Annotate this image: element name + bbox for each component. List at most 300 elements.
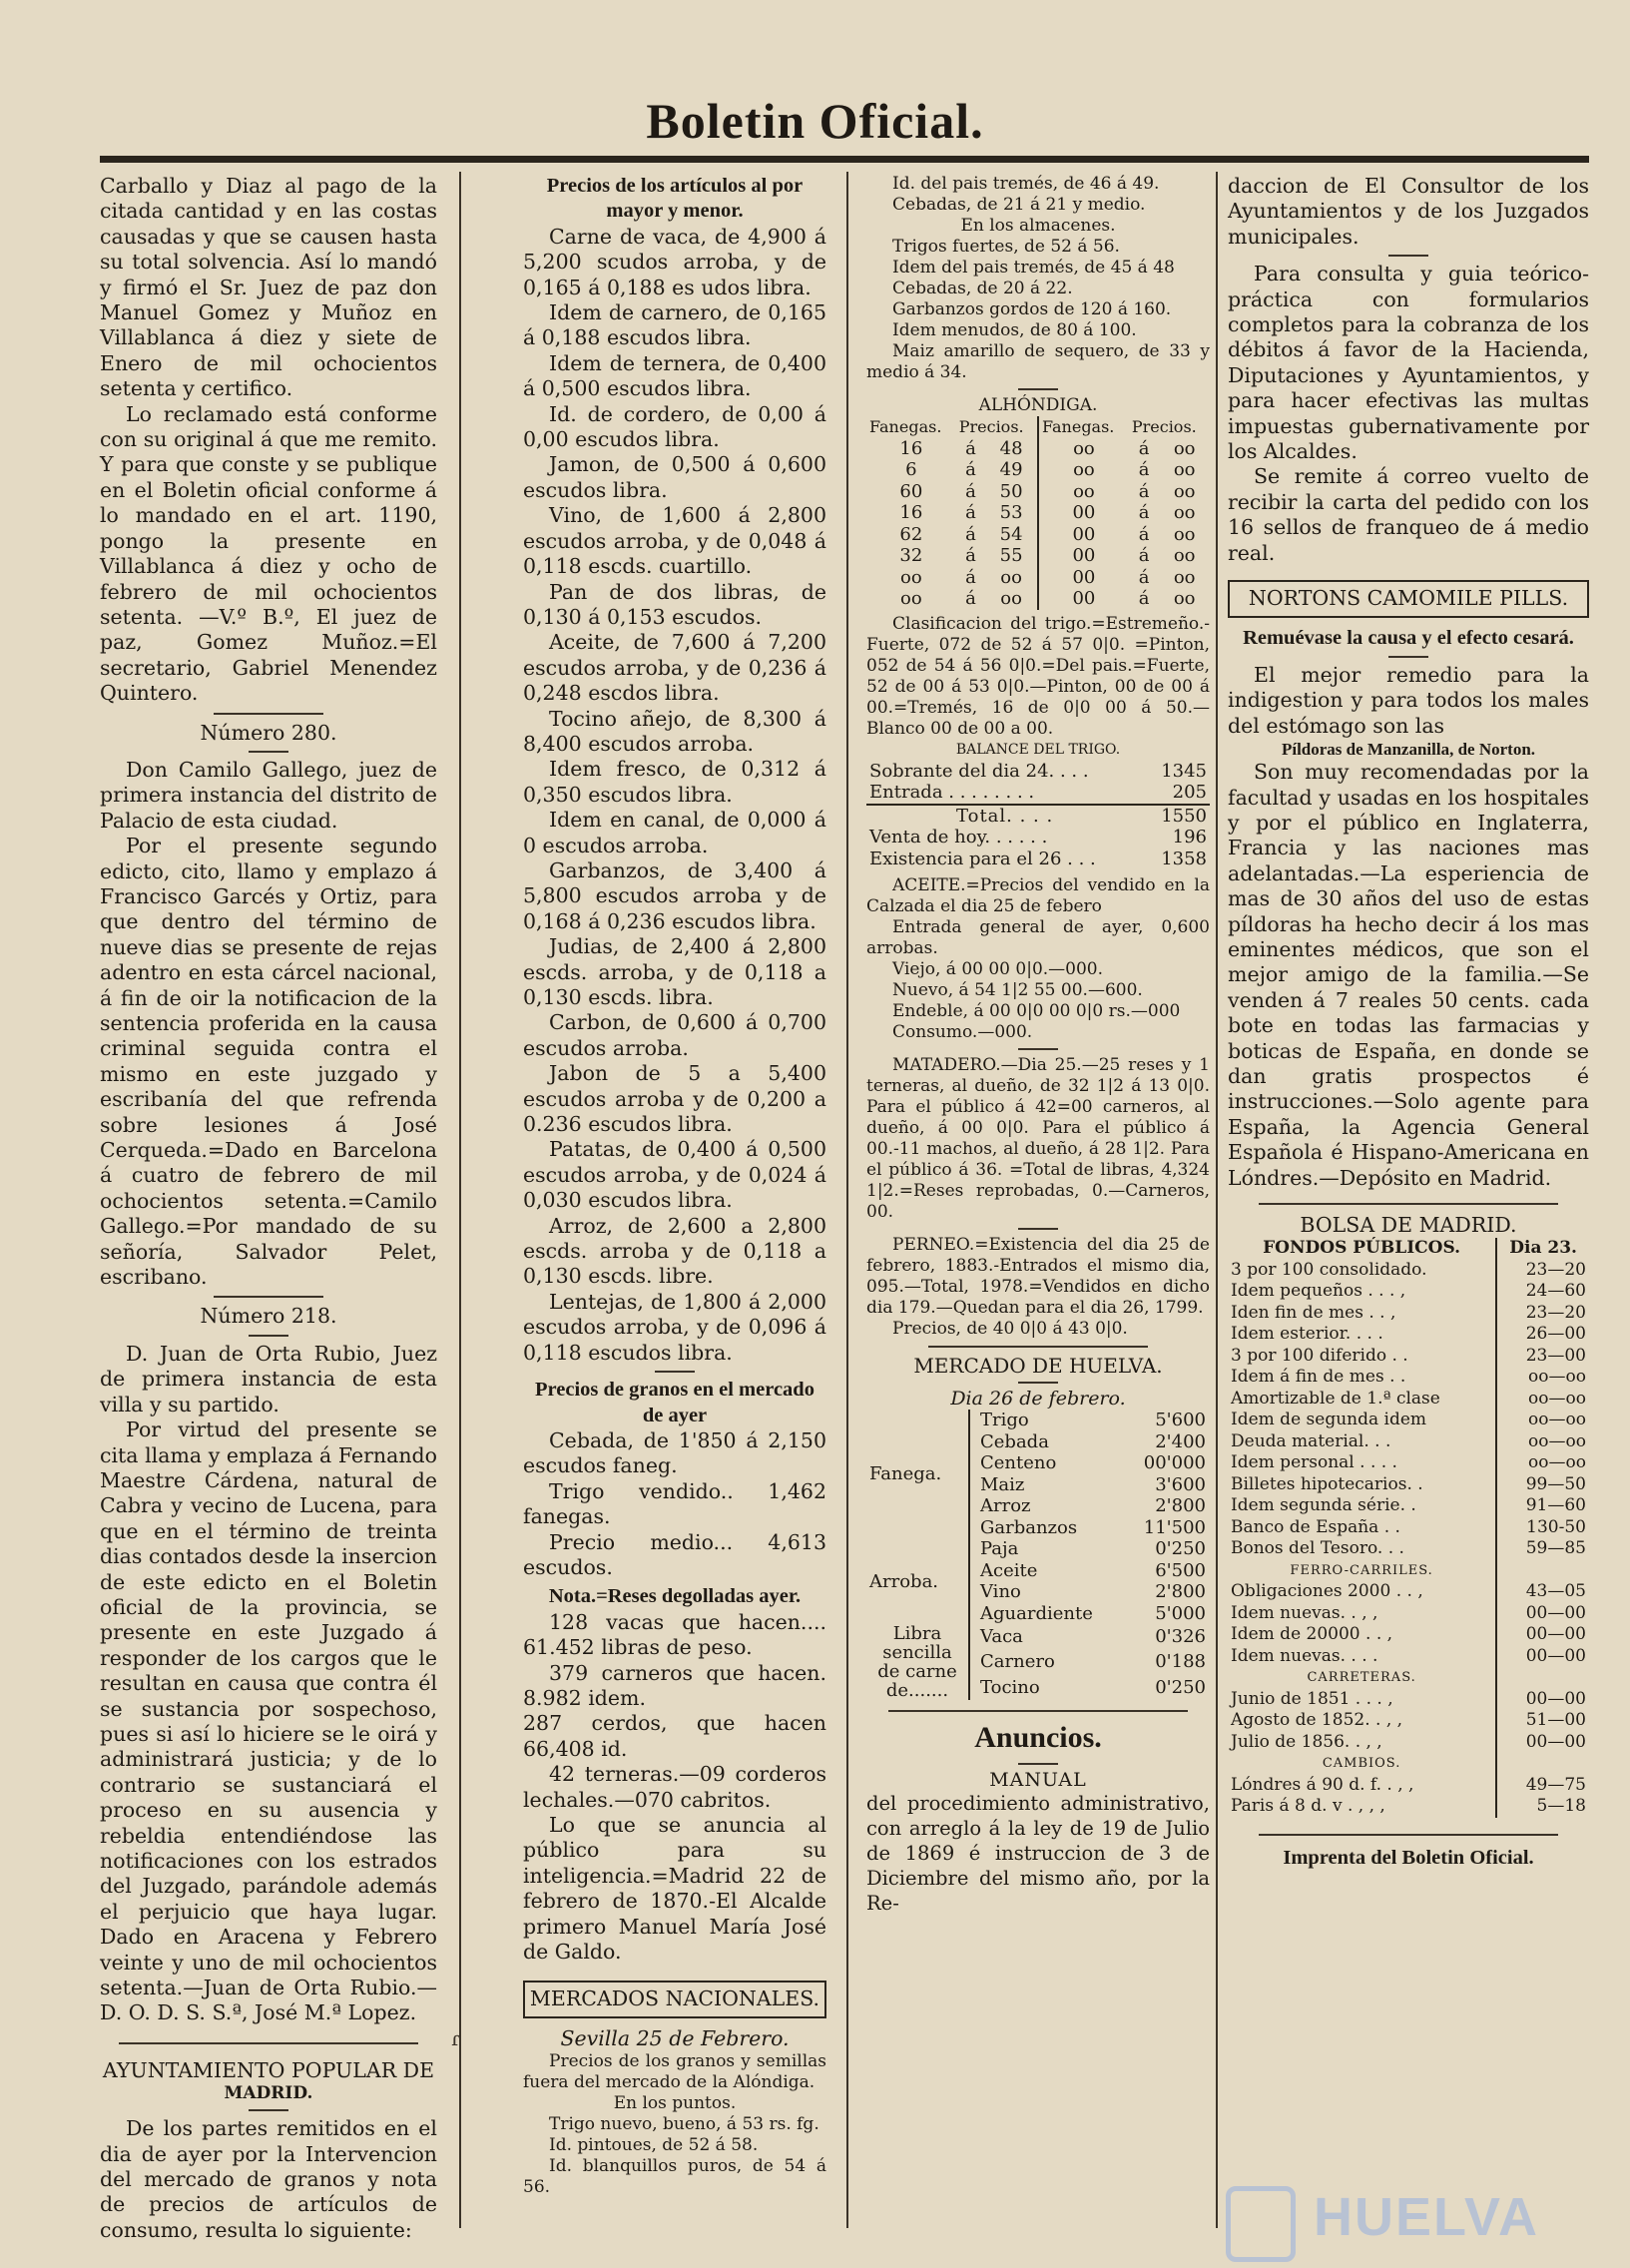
paragraph: D. Juan de Orta Rubio, Juez de primera instancia de esta villa y su partido. xyxy=(100,1341,437,1417)
group-label: Arroba. xyxy=(866,1538,969,1624)
row-label: 3 por 100 diferido . . xyxy=(1228,1346,1496,1368)
masthead-rule xyxy=(100,156,1589,163)
divider xyxy=(1259,1834,1558,1836)
paragraph: Don Camilo Gallego, juez de primera instancia del distrito de Palacio de esta ciudad. xyxy=(100,757,437,833)
table-row xyxy=(1228,1303,1589,1325)
table-cell: á xyxy=(1138,588,1150,609)
paragraph: del procedimiento administrativo, con arreglo á la ley de 19 de Julio de 1869 é instruccion de 3 de Diciembre del mismo año, por la Re- xyxy=(866,1792,1210,1915)
section-heading: Precios de los artículos al por mayor y menor. xyxy=(546,175,804,223)
table-cell xyxy=(1496,1560,1589,1582)
paragraph: Se remite á correo vuelto de recibir la carta del pedido con los 16 sellos de franqueo de á medio real. xyxy=(1228,464,1589,565)
table-row xyxy=(1228,1560,1589,1582)
table-title: BALANCE DEL TRIGO. xyxy=(955,741,1121,758)
row-value: oo—oo xyxy=(1528,1430,1586,1451)
paragraph: Precios, de 40 0|0 á 43 0|0. xyxy=(892,1319,1128,1339)
table-cell: 00 xyxy=(1072,566,1096,588)
column-divider-3 xyxy=(1216,172,1218,2228)
table-row xyxy=(1228,1538,1589,1560)
price-item: Arroz, de 2,600 a 2,800 escds. arroba y de 0,118 a 0,130 escds. libre. xyxy=(523,1213,826,1289)
section-heading: Número 218. xyxy=(200,1304,337,1329)
paragraph: Por virtud del presente se cita llama y emplaza á Fernando Maestre Cárdena, natural de Cabra y vecino de Lucena, para que en el término de treinta dias contados desde la insercion de este edicto en el Boletin oficial de la provincia, se presente en este Juzgado á responder de los cargos que le resultan en causa que contra él se sustancia por sospechoso, pues si así lo hiciere se le oirá y administrará justicia; y de lo contrario se sustanciará el proceso en su ausencia y rebeldia entendiéndose las notificaciones con los estrados del Juzgado, parándole además el perjuicio que haya lugar. Dado en Aracena y Febrero veinte y uno de mil ochocientos setenta.—Juan de Orta Rubio.—D. O. D. S. S.ª, José M.ª Lopez. xyxy=(100,1418,437,2025)
item-name: Arroz xyxy=(980,1495,1031,1516)
group-heading: CAMBIOS. xyxy=(1228,1753,1496,1775)
table-row xyxy=(866,827,1210,849)
column-header: Precios. xyxy=(956,416,1038,438)
row-value: 91—60 xyxy=(1525,1495,1586,1516)
item-name: Trigo xyxy=(980,1410,1029,1430)
advert-box: NORTONS CAMOMILE PILLS. xyxy=(1228,580,1589,617)
divider xyxy=(214,1296,323,1298)
row-label: Junio de 1851 . . . , xyxy=(1228,1689,1496,1711)
row-label: Sobrante del dia 24. . . . xyxy=(869,760,1089,782)
huelva-market-table xyxy=(866,1410,1210,1700)
item-price: 00'000 xyxy=(1143,1452,1206,1473)
table-row xyxy=(866,761,1210,783)
paragraph: 379 carneros que hacen. 8.982 idem. xyxy=(523,1660,826,1710)
row-label: Banco de España . . xyxy=(1228,1517,1496,1539)
item-name: Aguardiente xyxy=(980,1602,1093,1624)
table-cell: oo xyxy=(985,588,1038,610)
archive-seal-icon xyxy=(1226,2186,1296,2262)
row-label: 3 por 100 consolidado. xyxy=(1228,1260,1496,1282)
item-name: Cebada xyxy=(980,1430,1049,1452)
table-cell: á xyxy=(965,588,976,609)
paragraph: Id. blanquillos puros, de 54 á 56. xyxy=(523,2156,826,2198)
price-item: Idem de ternera, de 0,400 á 0,500 escudos libra. xyxy=(523,350,826,401)
row-value: 51—00 xyxy=(1525,1710,1586,1731)
table-cell: á xyxy=(1138,566,1150,588)
table-cell: á xyxy=(1138,523,1150,545)
table-cell: oo xyxy=(1173,459,1196,480)
divider xyxy=(249,2109,288,2111)
table-cell: oo xyxy=(1073,437,1095,459)
row-label: Idem segunda série. . xyxy=(1228,1495,1496,1517)
section-heading: Nota.=Reses degolladas ayer. xyxy=(548,1585,802,1608)
item-name: Aceite xyxy=(980,1559,1038,1581)
item-price: 0'250 xyxy=(1155,1676,1206,1698)
row-label: Lóndres á 90 d. f. . , , xyxy=(1228,1775,1496,1797)
item-name: Tocino xyxy=(980,1676,1040,1698)
paragraph: Cebada, de 1'850 á 2,150 escudos faneg. xyxy=(523,1427,826,1478)
paragraph: En los puntos. xyxy=(613,2093,737,2114)
section-subheading: MANUAL xyxy=(989,1769,1087,1791)
price-item: Id. de cordero, de 0,00 á 0,00 escudos libra. xyxy=(523,401,826,452)
row-value: 130-50 xyxy=(1526,1516,1586,1537)
table-cell: 00 xyxy=(1072,523,1096,545)
paragraph: En los almacenes. xyxy=(960,216,1116,236)
section-heading: MERCADO DE HUELVA. xyxy=(913,1354,1163,1378)
row-value: 99—50 xyxy=(1525,1473,1586,1494)
price-item: Idem en canal, de 0,000 á 0 escudos arroba. xyxy=(523,808,826,857)
dateline: Sevilla 25 de Febrero. xyxy=(560,2025,790,2050)
table-cell: 62 xyxy=(899,523,923,545)
paragraph: 42 terneras.—09 corderos lechales.—070 cabritos. xyxy=(523,1762,826,1812)
table-row xyxy=(1228,1495,1589,1517)
divider xyxy=(1018,388,1058,390)
table-row xyxy=(866,1410,1209,1431)
row-label: Entrada . . . . . . . . xyxy=(869,782,1035,803)
paragraph: Carballo y Diaz al pago de la citada cantidad y en las costas causadas y que se causen hasta su total solvencia. Así lo mandó y firmó el Sr. Juez de paz don Manuel Gomez y Muñoz en Villablanca á diez y siete de Enero de mil ochocientos setenta y certifico. xyxy=(100,174,437,401)
paragraph: Lo reclamado está conforme con su original á que me remito. Y para que conste y se publique en el Boletin oficial conforme á lo mandado en el art. 1190, pongo la presente en Villablanca á diez y ocho de febrero de mil ochocientos setenta. —V.º B.º, El juez de paz, Gomez Muñoz.=El secretario, Gabriel Menendez Quintero. xyxy=(100,401,437,706)
paragraph: Trigos fuertes, de 52 á 56. xyxy=(892,237,1120,257)
column-header: Fanegas. xyxy=(869,417,942,436)
paragraph: De los partes remitidos en el dia de ayer por la Intervencion del mercado de granos y nota de precios de artículos de consumo, resulta lo siguiente: xyxy=(100,2116,437,2242)
price-list xyxy=(523,225,826,1366)
row-label: Total. . . . xyxy=(866,805,1147,828)
table-cell xyxy=(1496,1667,1589,1689)
item-name: Paja xyxy=(980,1538,1019,1559)
table-row xyxy=(866,481,1210,503)
paragraph: Idem menudos, de 80 á 100. xyxy=(892,320,1137,340)
row-label: Existencia para el 26 . . . xyxy=(869,848,1096,869)
paragraph: 128 vacas que hacen.... 61.452 libras de peso. xyxy=(523,1609,826,1660)
price-item: Garbanzos, de 3,400 á 5,800 escudos arroba y de 0,168 á 0,236 escudos libra. xyxy=(523,857,826,933)
row-value: 00—00 xyxy=(1525,1645,1586,1666)
table-row xyxy=(866,782,1210,805)
item-price: 11'500 xyxy=(1143,1516,1206,1538)
table-row xyxy=(1228,1603,1589,1625)
section-heading: AYUNTAMIENTO POPULAR DE xyxy=(102,2057,435,2082)
column-divider-1 xyxy=(459,172,461,2228)
table-row xyxy=(866,567,1210,589)
price-item: Jamon, de 0,500 á 0,600 escudos libra. xyxy=(523,452,826,502)
row-label: Idem nuevas. . , , xyxy=(1228,1603,1496,1625)
row-value: 00—00 xyxy=(1525,1602,1586,1623)
column-3 xyxy=(866,174,1210,1916)
row-label: Iden fin de mes . . , xyxy=(1228,1303,1496,1325)
divider xyxy=(655,1371,695,1373)
paragraph: Por el presente segundo edicto, cito, llamo y emplazo á Francisco Garcés y Ortiz, para que dentro del término de nueve dias se presente de rejas adentro en esta cárcel nacional, á fin de oir la notificacion de la sentencia proferida en la causa criminal seguida contra el mismo en este juzgado y escribanía del que refrenda sobre lesiones á José Cerqueda.=Dado en Barcelona á cuatro de febrero de mil ochocientos setenta.=Camilo Gallego.=Por mandado de su señoría, Salvador Pelet, escribano. xyxy=(100,834,437,1290)
price-item: Patatas, de 0,400 á 0,500 escudos arroba, y de 0,024 á 0,030 escudos libra. xyxy=(523,1137,826,1213)
table-cell: á xyxy=(965,480,976,502)
table-cell: oo xyxy=(1173,545,1196,566)
balance-table xyxy=(866,761,1210,870)
table-row xyxy=(866,1624,1209,1649)
paragraph: Clasificacion del trigo.=Estremeño.-Fuerte, 072 de 52 á 57 0|0. =Pinton, 052 de 54 á 56 0|0.=Del pais.=Fuerte, 52 de 00 á 53 0|0.—Pinton, 00 de 00 á 00.=Tremés, 16 de 0|0 00 á 50.—Blanco 00 de 00 a 00. xyxy=(866,613,1210,739)
row-label: Venta de hoy. . . . . . xyxy=(869,827,1048,848)
row-value: 43—05 xyxy=(1525,1581,1586,1602)
row-label: Julio de 1856. . , , xyxy=(1228,1732,1496,1754)
paragraph: Precio medio... 4,613 escudos. xyxy=(523,1529,826,1579)
section-heading: BOLSA DE MADRID. xyxy=(1300,1213,1517,1238)
table-row xyxy=(1228,1474,1589,1496)
paragraph: Para consulta y guia teórico-práctica con formularios completos para la cobranza de los débitos á favor de la Hacienda, Diputaciones y Ayuntamientos, y para hacer efectivas las multas impuestas gubernativamente por los Alcaldes. xyxy=(1228,262,1589,464)
table-row xyxy=(1228,1667,1589,1689)
imprint: Imprenta del Boletin Oficial. xyxy=(1283,1846,1534,1869)
masthead-title: Boletin Oficial. xyxy=(646,93,984,149)
table-cell: oo xyxy=(1173,588,1196,609)
row-value: 1550 xyxy=(1147,805,1210,828)
row-value: 00—00 xyxy=(1525,1624,1586,1645)
table-cell: á xyxy=(1138,480,1150,502)
price-item: Idem fresco, de 0,312 á 0,350 escudos libra. xyxy=(523,757,826,807)
price-item: Idem de carnero, de 0,165 á 0,188 escudos libra. xyxy=(523,300,826,350)
table-cell: á xyxy=(1138,437,1150,459)
paragraph: Son muy recomendadas por la facultad y usadas en los hospitales y por el público en Inglaterra, Francia y las naciones mas adelantadas.—La esperiencia de mas de 30 años del uso de estas píldoras ha hecho decir á los mas eminentes médicos, que son el mejor amigo de la familia.—Se venden á 7 reales 50 cents. cada bote en todas las farmacias y boticas de España, en donde se dan gratis prospectos é instrucciones.—Solo agente para España, la Agencia General Española é Hispano-Americana en Lóndres.—Depósito en Madrid. xyxy=(1228,760,1589,1190)
table-row xyxy=(1228,1753,1589,1775)
column-4 xyxy=(1228,174,1589,1871)
item-name: Centeno xyxy=(980,1452,1057,1473)
table-cell: oo xyxy=(985,567,1038,589)
divider xyxy=(249,1335,288,1337)
price-item: Pan de dos libras, de 0,130 á 0,153 escudos. xyxy=(523,579,826,629)
paragraph: Lo que se anuncia al público para su inteligencia.=Madrid 22 de febrero de 1870.-El Alcalde primero Manuel María José de Galdo. xyxy=(523,1813,826,1965)
table-row xyxy=(1228,1581,1589,1603)
table-row xyxy=(1228,1324,1589,1346)
item-price: 2'400 xyxy=(1155,1430,1206,1452)
price-item: Judias, de 2,400 á 2,800 escds. arroba, y de 0,118 a 0,130 escds. libra. xyxy=(523,934,826,1009)
group-heading: FERRO-CARRILES. xyxy=(1228,1560,1496,1582)
paragraph: Garbanzos gordos de 120 á 160. xyxy=(892,299,1172,319)
paragraph: Maiz amarillo de sequero, de 33 y medio á 34. xyxy=(866,341,1210,382)
group-heading: CARRETERAS. xyxy=(1228,1667,1496,1689)
section-heading: Anuncios. xyxy=(974,1721,1102,1754)
row-value: 1345 xyxy=(1161,760,1207,782)
item-price: 5'600 xyxy=(1155,1410,1206,1430)
paragraph: Endeble, á 00 0|0 00 0|0 rs.—000 xyxy=(892,1001,1181,1021)
row-label: Paris á 8 d. v . , , , xyxy=(1228,1796,1496,1818)
row-label: Idem personal . . . . xyxy=(1228,1452,1496,1474)
price-item: Jabon de 5 a 5,400 escudos arroba y de 0,200 a 0.236 escudos libra. xyxy=(523,1061,826,1137)
paragraph: Consumo.—000. xyxy=(892,1022,1033,1042)
paragraph: Cebadas, de 20 á 22. xyxy=(892,279,1073,298)
divider xyxy=(1388,255,1428,257)
table-cell: oo xyxy=(1173,480,1196,502)
column-1 xyxy=(100,174,437,2243)
row-value: oo—oo xyxy=(1528,1452,1586,1473)
table-cell: 49 xyxy=(985,459,1038,481)
price-item: Tocino añejo, de 8,300 á 8,400 escudos arroba. xyxy=(523,706,826,756)
section-heading: Número 280. xyxy=(200,720,337,745)
table-row xyxy=(1228,1431,1589,1453)
table-row xyxy=(1228,1689,1589,1711)
paragraph: Nuevo, á 54 1|2 55 00.—600. xyxy=(892,980,1143,1000)
paragraph: 287 cerdos, que hacen 66,408 id. xyxy=(523,1711,826,1761)
row-value: oo—oo xyxy=(1528,1388,1586,1409)
table-row xyxy=(1228,1775,1589,1797)
bolsa-table xyxy=(1228,1238,1589,1818)
divider xyxy=(1018,1763,1058,1765)
table-cell: á xyxy=(965,502,976,523)
item-price: 0'188 xyxy=(1155,1651,1206,1673)
divider xyxy=(119,2042,418,2044)
column-header: Precios. xyxy=(1131,417,1197,436)
divider xyxy=(1018,1382,1058,1384)
table-row xyxy=(1228,1260,1589,1282)
table-cell: á xyxy=(965,523,976,545)
table-row xyxy=(866,502,1210,524)
table-row xyxy=(1228,1346,1589,1368)
column-2 xyxy=(523,174,826,2198)
row-label: Bonos del Tesoro. . . xyxy=(1228,1538,1496,1560)
paragraph: Id. del pais tremés, de 46 á 49. xyxy=(892,174,1160,194)
price-item: Carbon, de 0,600 á 0,700 escudos arroba. xyxy=(523,1010,826,1060)
group-label: Fanega. xyxy=(866,1410,969,1538)
item-price: 5'000 xyxy=(1155,1602,1206,1624)
table-row xyxy=(1228,1452,1589,1474)
table-title: ALHÓNDIGA. xyxy=(978,395,1098,415)
table-cell: oo xyxy=(1073,459,1095,480)
row-value: 00—00 xyxy=(1525,1731,1586,1752)
table-row xyxy=(1228,1367,1589,1389)
price-item: Lentejas, de 1,800 á 2,000 escudos arroba, y de 0,096 á 0,118 escudos libra. xyxy=(523,1289,826,1365)
table-row xyxy=(866,1538,1209,1560)
advert-heading: Píldoras de Manzanilla, de Norton. xyxy=(1281,740,1536,760)
row-value: oo—oo xyxy=(1528,1410,1586,1430)
paragraph: Viejo, á 00 00 0|0.—000. xyxy=(892,959,1104,979)
row-value: 26—00 xyxy=(1525,1324,1586,1345)
row-label: Idem de segunda idem xyxy=(1228,1410,1496,1431)
table-cell: 16 xyxy=(899,502,923,523)
table-cell: á xyxy=(1138,545,1150,566)
row-value: 24—60 xyxy=(1525,1281,1586,1302)
table-cell: oo xyxy=(1173,437,1196,459)
watermark-text: HUELVA xyxy=(1314,2187,1539,2247)
row-label: Agosto de 1852. . , , xyxy=(1228,1710,1496,1732)
paragraph: Trigo nuevo, bueno, á 53 rs. fg. xyxy=(549,2114,819,2135)
table-cell: 54 xyxy=(985,524,1038,546)
divider xyxy=(214,713,323,715)
row-label: Billetes hipotecarios. . xyxy=(1228,1474,1496,1496)
divider xyxy=(928,1346,1148,1348)
paragraph: Precios de los granos y semillas fuera del mercado de la Alóndiga. xyxy=(523,2051,826,2093)
table-row xyxy=(866,849,1210,870)
item-name: Vino xyxy=(980,1581,1021,1602)
paragraph: Id. pintoues, de 52 á 58. xyxy=(549,2135,759,2156)
table-row xyxy=(866,524,1210,546)
item-price: 6'500 xyxy=(1155,1559,1206,1581)
table-cell: 32 xyxy=(899,545,923,566)
row-label: Obligaciones 2000 . . , xyxy=(1228,1581,1496,1603)
row-value: 5—18 xyxy=(1536,1796,1586,1817)
item-name: Carnero xyxy=(980,1651,1055,1673)
column-header: Dia 23. xyxy=(1509,1238,1577,1259)
row-value: 196 xyxy=(1172,827,1207,848)
section-heading: Precios de granos en el mercado de ayer xyxy=(535,1379,815,1426)
item-price: 0'326 xyxy=(1155,1625,1206,1647)
column-header: FONDOS PÚBLICOS. xyxy=(1228,1238,1496,1260)
divider xyxy=(888,1710,1188,1712)
item-price: 2'800 xyxy=(1155,1581,1206,1602)
row-value: 00—00 xyxy=(1525,1688,1586,1709)
row-value: 23—00 xyxy=(1525,1345,1586,1366)
divider xyxy=(249,751,288,753)
table-cell: oo xyxy=(1073,480,1095,502)
divider xyxy=(1018,1048,1058,1050)
margin-mark: ɾ xyxy=(451,2026,461,2050)
table-cell: á xyxy=(965,459,976,480)
table-row xyxy=(1228,1624,1589,1646)
table-cell: 53 xyxy=(985,502,1038,524)
table-cell: 48 xyxy=(985,438,1038,460)
table-cell: 55 xyxy=(985,545,1038,567)
table-row xyxy=(866,588,1210,610)
group-label: Libra sencilla de carne de....... xyxy=(866,1624,969,1700)
table-cell: 00 xyxy=(1072,588,1096,609)
table-cell: 00 xyxy=(1072,545,1096,566)
table-row xyxy=(1228,1796,1589,1818)
column-header: Fanegas. xyxy=(1041,417,1115,436)
item-name: Garbanzos xyxy=(980,1516,1078,1538)
price-item: Carne de vaca, de 4,900 á 5,200 scudos arroba, y de 0,165 á 0,188 es udos libra. xyxy=(523,224,826,299)
table-cell xyxy=(1496,1753,1589,1775)
paragraph: daccion de El Consultor de los Ayuntamientos y de los Juzgados municipales. xyxy=(1228,174,1589,249)
section-box: MERCADOS NACIONALES. xyxy=(523,1981,826,2017)
table-row xyxy=(866,438,1210,460)
item-price: 0'250 xyxy=(1155,1538,1206,1559)
paragraph: Cebadas, de 21 á 21 y medio. xyxy=(892,195,1146,215)
alhondiga-table xyxy=(866,416,1210,610)
paragraph: PERNEO.=Existencia del dia 25 de febrero, 1883.-Entrados el mismo dia, 095.—Total, 1978.=Vendidos en dicho dia 179.—Quedan para el dia 26, 1799. xyxy=(866,1235,1210,1318)
table-cell: oo xyxy=(1173,502,1196,523)
item-price: 2'800 xyxy=(1155,1495,1206,1516)
table-cell: oo xyxy=(900,588,922,609)
table-row xyxy=(1228,1389,1589,1411)
table-cell: á xyxy=(965,545,976,566)
row-label: Deuda material. . . xyxy=(1228,1431,1496,1453)
row-value: 49—75 xyxy=(1525,1774,1586,1795)
table-cell: 16 xyxy=(899,437,923,459)
row-label: Idem de 20000 . . , xyxy=(1228,1624,1496,1646)
row-value: 1358 xyxy=(1161,848,1207,869)
dateline: Dia 26 de febrero. xyxy=(950,1388,1126,1410)
row-value: 59—85 xyxy=(1525,1538,1586,1559)
row-value: oo—oo xyxy=(1528,1367,1586,1388)
divider xyxy=(1259,1203,1558,1205)
item-name: Maiz xyxy=(980,1473,1025,1495)
table-row xyxy=(1228,1732,1589,1754)
table-row xyxy=(866,459,1210,481)
item-name: Vaca xyxy=(980,1625,1023,1647)
table-cell: á xyxy=(965,437,976,459)
table-row xyxy=(1228,1410,1589,1431)
table-row xyxy=(1228,1517,1589,1539)
table-row xyxy=(1228,1710,1589,1732)
table-cell: oo xyxy=(1173,566,1196,588)
row-label: Idem pequeños . . . , xyxy=(1228,1281,1496,1303)
table-cell: á xyxy=(965,566,976,588)
section-subheading: MADRID. xyxy=(224,2083,313,2104)
table-cell: 6 xyxy=(905,459,917,480)
paragraph: Idem del pais tremés, de 45 á 48 xyxy=(892,258,1175,278)
divider xyxy=(1388,656,1428,658)
table-cell: 50 xyxy=(985,481,1038,503)
table-row xyxy=(1228,1646,1589,1668)
advert-heading: Remuévase la causa y el efecto cesará. xyxy=(1243,626,1574,649)
table-row xyxy=(1228,1281,1589,1303)
table-cell: oo xyxy=(1173,523,1196,545)
divider xyxy=(1018,1228,1058,1230)
table-cell: 60 xyxy=(899,480,923,502)
row-label: Idem esterior. . . . xyxy=(1228,1324,1496,1346)
price-item: Vino, de 1,600 á 2,800 escudos arroba, y de 0,048 á 0,118 escds. cuartillo. xyxy=(523,503,826,579)
column-divider-2 xyxy=(846,172,848,2228)
row-label: Idem nuevas. . . . xyxy=(1228,1646,1496,1668)
table-cell: á xyxy=(1138,502,1150,523)
table-cell: oo xyxy=(900,566,922,588)
row-value: 23—20 xyxy=(1525,1259,1586,1280)
paragraph: MATADERO.—Dia 25.—25 reses y 1 terneras, al dueño, de 32 1|2 á 13 0|0. Para el público á 42=00 carneros, al dueño, á 00 0|0. Para el público á 00.-11 machos, al dueño, á 28 1|2. Para el público á 36. =Total de libras, 4,324 1|2.=Reses reprobadas, 0.—Carneros, 00. xyxy=(866,1055,1210,1222)
row-value: 205 xyxy=(1172,782,1207,803)
paragraph: ACEITE.=Precios del vendido en la Calzada el dia 25 de febero xyxy=(866,875,1210,916)
item-price: 3'600 xyxy=(1155,1473,1206,1495)
price-item: Aceite, de 7,600 á 7,200 escudos arroba, y de 0,236 á 0,248 escdos libra. xyxy=(523,630,826,706)
row-value: 23—20 xyxy=(1525,1302,1586,1323)
table-row xyxy=(866,545,1210,567)
row-label: Amortizable de 1.ª clase xyxy=(1228,1389,1496,1411)
row-label: Idem á fin de mes . . xyxy=(1228,1367,1496,1389)
table-cell: 00 xyxy=(1072,502,1096,523)
